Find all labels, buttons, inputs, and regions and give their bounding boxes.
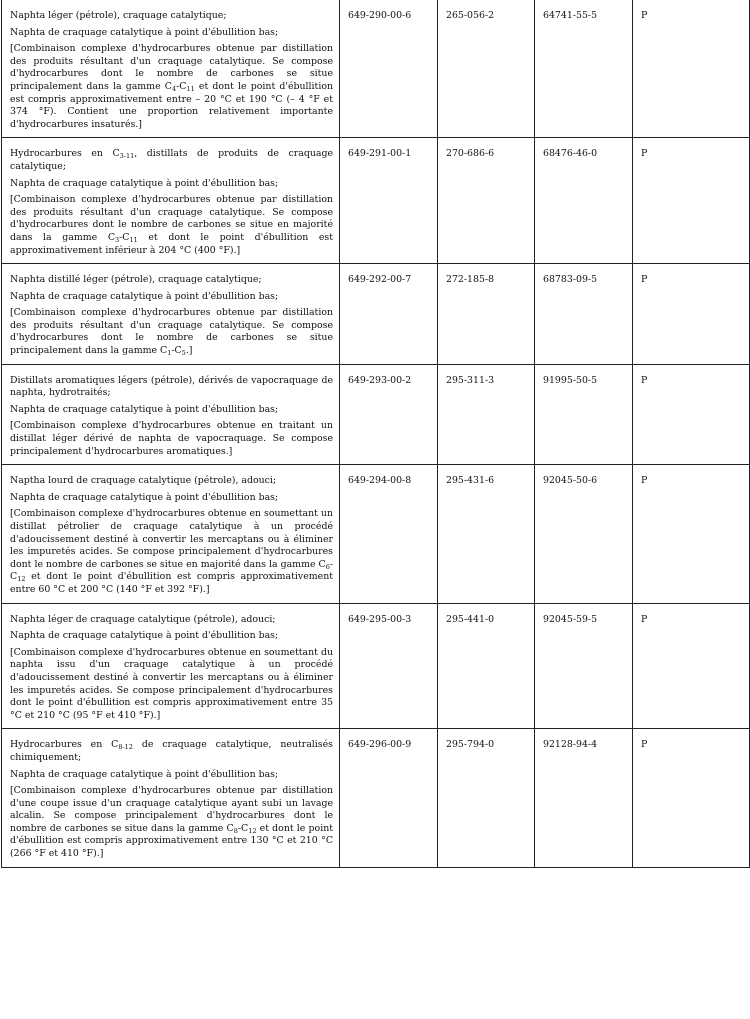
note-code: P xyxy=(641,475,648,487)
text-segment: Naphta de craquage catalytique à point d'ébullition bas; xyxy=(10,403,279,415)
substance-synonym xyxy=(10,27,333,40)
text-segment: Naphta de craquage catalytique à point d'ébullition bas; xyxy=(10,630,279,642)
text-segment: .] xyxy=(185,345,193,357)
note-code-cell xyxy=(633,364,750,465)
cas-number-cell xyxy=(535,465,633,603)
cas-number-cell xyxy=(535,0,633,138)
subscript-text: 3 xyxy=(115,235,120,244)
substance-description xyxy=(10,194,333,257)
substance-description xyxy=(10,43,333,131)
subscript-text: 8 xyxy=(233,826,238,835)
substances-table xyxy=(1,0,750,868)
substance-name-cell xyxy=(2,138,340,264)
ec-number-cell xyxy=(438,264,535,365)
substance-name xyxy=(10,375,333,400)
text-segment: de craquage catalytique, neutralisés chimiquement; xyxy=(10,739,333,763)
index-number: 649-293-00-2 xyxy=(348,374,412,386)
text-segment: et dont le point d'ébullition est compris approximativement entre 60 °C et 200 °C (140 °F et 392 °F).] xyxy=(10,571,333,595)
cas-number: 68783-09-5 xyxy=(543,274,598,286)
subscript-text: 6 xyxy=(325,562,330,571)
subscript-text: 5 xyxy=(181,349,186,358)
substance-name xyxy=(10,739,333,764)
text-segment: [Combinaison complexe d'hydrocarbures obtenue en traitant un distillat léger dérivé de naphta de vapocraquage. Se compose principalement d'hydrocarbures aromatiques.] xyxy=(10,420,333,457)
text-segment: [Combinaison complexe d'hydrocarbures obtenue par distillation des produits résultant d'un craquage catalytique. Se compose d'hydrocarbures dont le nombre de carbones se situe principalement dans la gamme C xyxy=(10,43,333,92)
cas-number: 64741-55-5 xyxy=(543,10,598,21)
subscript-text: 11 xyxy=(129,235,138,244)
ec-number: 295-441-0 xyxy=(446,613,495,625)
text-segment: Naphta léger de craquage catalytique (pétrole), adouci; xyxy=(10,613,276,625)
index-number: 649-296-00-9 xyxy=(348,739,412,751)
text-segment: -C xyxy=(119,231,130,243)
ec-number: 265-056-2 xyxy=(446,10,495,21)
text-segment: [Combinaison complexe d'hydrocarbures obtenue en soumettant un distillat pétrolier de craquage catalytique à un procédé d'adoucissement destiné à convertir les mercaptans ou à éliminer les impuretés acides. Se compose principalement d'hydrocarbures dont le nombre de carbones se situe en majorité dans la gamme C xyxy=(10,508,333,570)
cas-number: 91995-50-5 xyxy=(543,374,598,386)
table-row xyxy=(2,264,750,365)
substance-description xyxy=(10,420,333,458)
subscript-text: 12 xyxy=(17,575,26,584)
substance-synonym xyxy=(10,404,333,417)
subscript-text: 12 xyxy=(248,826,257,835)
cas-number: 68476-46-0 xyxy=(543,148,598,160)
substance-name-cell xyxy=(2,603,340,729)
substance-synonym xyxy=(10,769,333,782)
index-number-cell xyxy=(340,264,438,365)
text-segment: Naptha lourd de craquage catalytique (pétrole), adouci; xyxy=(10,475,277,487)
subscript-text: 1 xyxy=(167,349,172,358)
note-code: P xyxy=(641,148,648,160)
note-code-cell xyxy=(633,138,750,264)
ec-number-cell xyxy=(438,364,535,465)
note-code-cell xyxy=(633,729,750,867)
substance-synonym xyxy=(10,492,333,505)
substance-description xyxy=(10,508,333,596)
cas-number: 92128-94-4 xyxy=(543,739,598,751)
substance-name-cell xyxy=(2,0,340,138)
note-code: P xyxy=(641,374,648,386)
substance-name-cell xyxy=(2,364,340,465)
substance-name-cell xyxy=(2,729,340,867)
ec-number: 295-794-0 xyxy=(446,739,495,751)
note-code-cell xyxy=(633,603,750,729)
subscript-text: 3-11 xyxy=(119,152,135,161)
ec-number: 295-431-6 xyxy=(446,475,495,487)
text-segment: , distillats de produits de craquage catalytique; xyxy=(10,148,333,172)
text-segment: -C xyxy=(171,345,182,357)
substance-description xyxy=(10,307,333,357)
table-row xyxy=(2,364,750,465)
substance-synonym xyxy=(10,178,333,191)
index-number: 649-295-00-3 xyxy=(348,613,412,625)
text-segment: et dont le point d'ébullition est approximativement inférieur à 204 °C (400 °F).] xyxy=(10,231,333,256)
index-number: 649-291-00-1 xyxy=(348,148,412,160)
substance-synonym xyxy=(10,630,333,643)
cas-number-cell xyxy=(535,264,633,365)
subscript-text: 4 xyxy=(171,84,177,93)
substance-name xyxy=(10,148,333,173)
substance-name xyxy=(10,475,333,488)
ec-number-cell xyxy=(438,729,535,867)
substance-description xyxy=(10,785,333,861)
cas-number-cell xyxy=(535,729,633,867)
substance-name xyxy=(10,274,333,287)
index-number-cell xyxy=(340,0,438,138)
text-segment: Naphta de craquage catalytique à point d'ébullition bas; xyxy=(10,290,279,302)
index-number: 649-294-00-8 xyxy=(348,475,412,487)
index-number: 649-292-00-7 xyxy=(348,274,412,286)
index-number-cell xyxy=(340,465,438,603)
note-code-cell xyxy=(633,465,750,603)
substance-name-cell xyxy=(2,264,340,365)
index-number-cell xyxy=(340,603,438,729)
text-segment: -C xyxy=(237,822,249,834)
table-row xyxy=(2,0,750,138)
table-row xyxy=(2,465,750,603)
table-row xyxy=(2,729,750,867)
text-segment: Naphta de craquage catalytique à point d'ébullition bas; xyxy=(10,491,279,503)
note-code: P xyxy=(641,274,648,286)
text-segment: Naphta léger (pétrole), craquage catalytique; xyxy=(10,10,227,21)
text-segment: Naphta distillé léger (pétrole), craquage catalytique; xyxy=(10,274,262,286)
text-segment: [Combinaison complexe d'hydrocarbures obtenue par distillation d'une coupe issue d'un craquage catalytique ayant subi un lavage alcalin. Se compose principalement d'hydrocarbures dont le nombre de carbones se situe dans la gamme C xyxy=(10,785,333,834)
cas-number: 92045-50-6 xyxy=(543,475,598,487)
index-number-cell xyxy=(340,138,438,264)
ec-number: 295-311-3 xyxy=(446,374,495,386)
text-segment: -C xyxy=(176,80,187,92)
text-segment: [Combinaison complexe d'hydrocarbures obtenue par distillation des produits résultant d'un craquage catalytique. Se compose d'hydrocarbures dont le nombre de carbones se situe principalement dans la gamme C xyxy=(10,307,333,357)
text-segment: [Combinaison complexe d'hydrocarbures obtenue par distillation des produits résultant d'un craquage catalytique. Se compose d'hydrocarbures dont le nombre de carbones se situe en majorité dans la gamme C xyxy=(10,194,333,243)
text-segment: Naphta de craquage catalytique à point d'ébullition bas; xyxy=(10,177,279,189)
table-row xyxy=(2,138,750,264)
substance-description xyxy=(10,647,333,723)
ec-number-cell xyxy=(438,0,535,138)
text-segment: Naphta de craquage catalytique à point d'ébullition bas; xyxy=(10,26,279,38)
ec-number: 270-686-6 xyxy=(446,148,495,160)
note-code-cell xyxy=(633,264,750,365)
index-number: 649-290-00-6 xyxy=(348,10,412,21)
cas-number-cell xyxy=(535,364,633,465)
substances-table-body xyxy=(2,0,750,867)
text-segment: Naphta de craquage catalytique à point d'ébullition bas; xyxy=(10,768,279,780)
text-segment: et dont le point d'ébullition est compris approximativement entre 130 °C et 210 °C (266 °F et 410 °F).] xyxy=(10,822,333,860)
subscript-text: 11 xyxy=(186,84,195,93)
note-code: P xyxy=(641,613,648,625)
substance-name xyxy=(10,614,333,627)
index-number-cell xyxy=(340,729,438,867)
index-number-cell xyxy=(340,364,438,465)
note-code-cell xyxy=(633,0,750,138)
ec-number: 272-185-8 xyxy=(446,274,495,286)
text-segment: et dont le point d'ébullition est compris approximativement entre – 20 °C et 190 °C (– 4 °F et 374 °F). Contient une proportion relativement importante d'hydrocarbures insaturés.] xyxy=(10,80,334,130)
text-segment: Distillats aromatiques légers (pétrole), dérivés de vapocraquage de naphta, hydrotraités; xyxy=(10,374,333,399)
table-row xyxy=(2,603,750,729)
text-segment: Hydrocarbures en C xyxy=(10,739,119,751)
ec-number-cell xyxy=(438,138,535,264)
ec-number-cell xyxy=(438,465,535,603)
text-segment: -C xyxy=(10,558,333,583)
note-code: P xyxy=(641,10,648,21)
note-code: P xyxy=(641,739,648,751)
substance-synonym xyxy=(10,291,333,304)
subscript-text: 8-12 xyxy=(118,743,133,752)
substance-name-cell xyxy=(2,465,340,603)
substance-name xyxy=(10,10,333,23)
cas-number-cell xyxy=(535,603,633,729)
cas-number-cell xyxy=(535,138,633,264)
text-segment: Hydrocarbures en C xyxy=(10,148,120,160)
cas-number: 92045-59-5 xyxy=(543,613,598,625)
ec-number-cell xyxy=(438,603,535,729)
text-segment: [Combinaison complexe d'hydrocarbures obtenue en soumettant du naphta issu d'un craquage catalytique à un procédé d'adoucissement destiné à convertir les mercaptans ou à éliminer les impuretés acides. Se compose principalement d'hydrocarbures dont le point d'ébullition est compris approximativement entre 35 °C et 210 °C (95 °F et 410 °F).] xyxy=(10,646,333,721)
